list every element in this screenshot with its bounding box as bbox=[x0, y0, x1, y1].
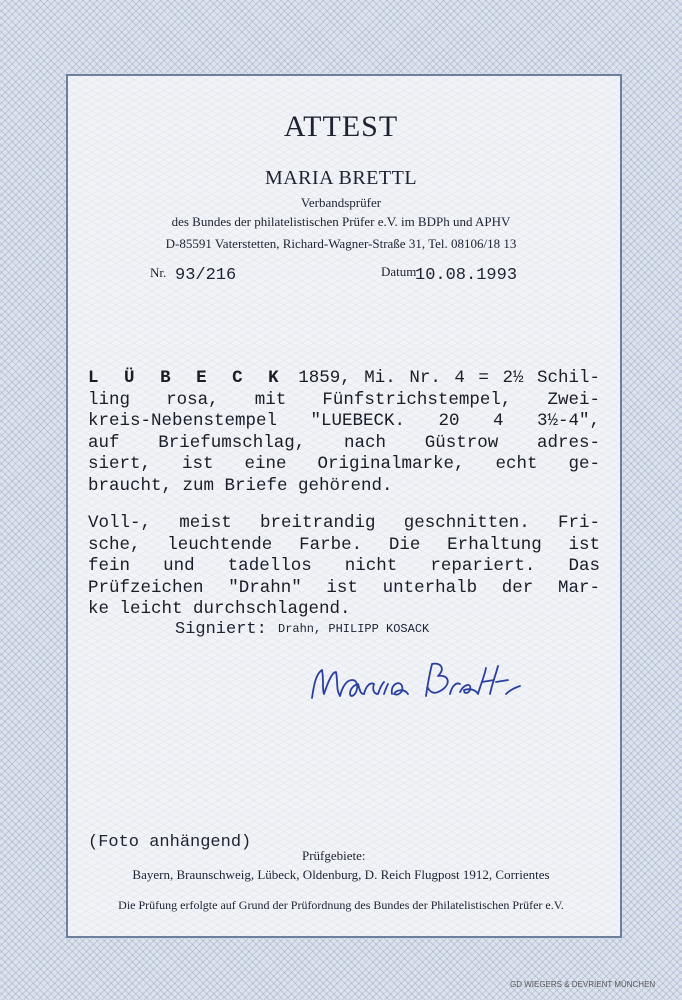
body2-line-3: fein und tadellos nicht repariert. Das bbox=[88, 556, 600, 576]
place-name: L Ü B E C K bbox=[88, 368, 285, 388]
description-paragraph-2 bbox=[88, 513, 600, 621]
body2-line-1: Voll-, meist breitrandig geschnitten. Fri- bbox=[88, 513, 600, 533]
footer-note: Die Prüfung erfolgte auf Grund der Prüfordnung des Bundes der Philatelistischen Prüfer e.V. bbox=[118, 898, 564, 912]
body-line-6: braucht, zum Briefe gehörend. bbox=[88, 475, 393, 496]
handwritten-signature bbox=[300, 650, 530, 710]
body-line-4: auf Briefumschlag, nach Güstrow adres- bbox=[88, 432, 600, 453]
signed-value: Drahn, PHILIPP KOSACK bbox=[278, 622, 430, 636]
examination-areas: Bayern, Braunschweig, Lübeck, Oldenburg, D. Reich Flugpost 1912, Corrientes bbox=[132, 867, 550, 882]
number-label: Nr. bbox=[150, 265, 167, 280]
examiner-role: Verbandsprüfer bbox=[300, 195, 382, 210]
date-label: Datum bbox=[381, 264, 417, 279]
body2-line-4: Prüfzeichen "Drahn" ist unterhalb der Mar- bbox=[88, 577, 600, 598]
body-line-3: kreis-Nebenstempel "LUEBECK. 20 4 3½-4", bbox=[88, 411, 600, 431]
description-paragraph-1 bbox=[88, 368, 600, 497]
date-value: 10.08.1993 bbox=[415, 266, 518, 285]
certificate-title: ATTEST bbox=[283, 110, 399, 143]
body-line-1: L Ü B E C K 1859, Mi. Nr. 4 = 2½ Schil- bbox=[88, 368, 600, 388]
body-line-2: ling rosa, mit Fünfstrichstempel, Zwei- bbox=[88, 389, 600, 410]
examination-areas-label: Prüfgebiete: bbox=[302, 848, 366, 863]
body2-line-2: sche, leuchtende Farbe. Die Erhaltung ist bbox=[88, 534, 600, 555]
address-line: D-85591 Vaterstetten, Richard-Wagner-Straße 31, Tel. 08106/18 13 bbox=[165, 236, 517, 251]
body-line-5: siert, ist eine Originalmarke, echt ge- bbox=[88, 454, 600, 474]
association-line: des Bundes der philatelistischen Prüfer e.V. im BDPh und APHV bbox=[171, 214, 511, 229]
number-value: 93/216 bbox=[175, 266, 237, 285]
body2-line-5: ke leicht durchschlagend. bbox=[88, 599, 351, 619]
photo-note: (Foto anhängend) bbox=[88, 833, 252, 852]
examiner-name: MARIA BRETTL bbox=[264, 167, 418, 189]
printer-imprint: GD WIEGERS & DEVRIENT MÜNCHEN bbox=[510, 980, 656, 989]
signed-label: Signiert: bbox=[175, 620, 267, 639]
